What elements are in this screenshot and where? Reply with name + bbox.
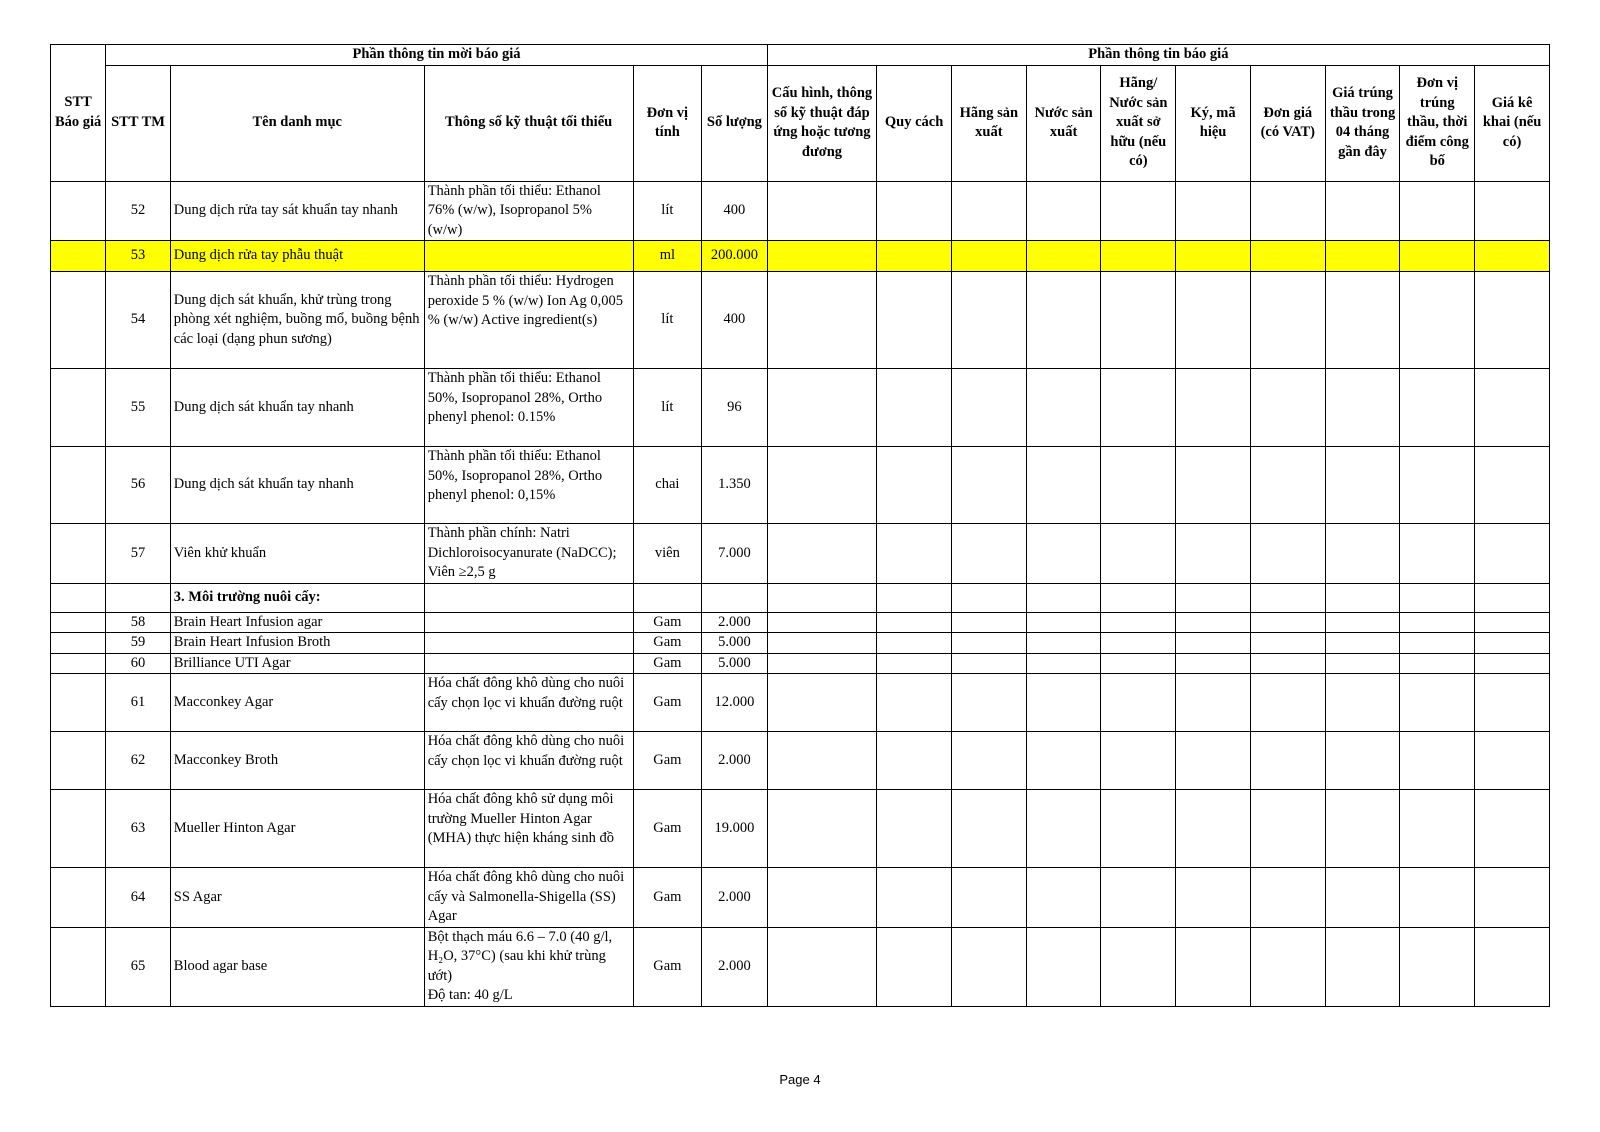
cell-stt-tm: 57 xyxy=(106,524,171,584)
cell-gia-trung-thau[interactable] xyxy=(1325,583,1400,612)
cell-ten-danh-muc: Brain Heart Infusion agar xyxy=(170,612,424,633)
cell-cau-hinh[interactable] xyxy=(767,790,877,868)
cell-stt-bao-gia xyxy=(51,674,106,732)
cell-don-vi-trung-thau[interactable] xyxy=(1400,181,1475,241)
cell-gia-trung-thau[interactable] xyxy=(1325,790,1400,868)
cell-ky-ma-hieu[interactable] xyxy=(1176,241,1251,272)
cell-ten-danh-muc: Dung dịch sát khuẩn, khử trùng trong phòng xét nghiệm, buồng mổ, buồng bệnh các loại (dạng phun sương) xyxy=(170,272,424,369)
col-header-gia-trung-thau: Giá trúng thầu trong 04 tháng gần đây xyxy=(1325,65,1400,181)
cell-stt-tm: 65 xyxy=(106,927,171,1006)
cell-ky-ma-hieu[interactable] xyxy=(1176,927,1251,1006)
cell-stt-bao-gia xyxy=(51,653,106,674)
cell-don-gia[interactable] xyxy=(1250,790,1325,868)
cell-nuoc-san-xuat[interactable] xyxy=(1026,272,1101,369)
cell-nuoc-san-xuat[interactable] xyxy=(1026,674,1101,732)
cell-stt-tm: 52 xyxy=(106,181,171,241)
cell-cau-hinh[interactable] xyxy=(767,524,877,584)
cell-so-luong: 12.000 xyxy=(702,674,768,732)
cell-hang-nuoc-so-huu[interactable] xyxy=(1101,241,1176,272)
cell-stt-tm: 58 xyxy=(106,612,171,633)
cell-gia-trung-thau[interactable] xyxy=(1325,732,1400,790)
table-body xyxy=(51,181,1550,1006)
cell-stt-tm: 59 xyxy=(106,633,171,654)
cell-ten-danh-muc: Dung dịch sát khuẩn tay nhanh xyxy=(170,369,424,447)
cell-gia-ke-khai[interactable] xyxy=(1475,612,1550,633)
cell-quy-cach[interactable] xyxy=(877,583,952,612)
cell-hang-san-xuat[interactable] xyxy=(951,927,1026,1006)
cell-ky-ma-hieu[interactable] xyxy=(1176,612,1251,633)
cell-gia-ke-khai[interactable] xyxy=(1475,790,1550,868)
cell-hang-nuoc-so-huu[interactable] xyxy=(1101,653,1176,674)
quotation-table xyxy=(50,44,1550,1007)
col-header-don-gia: Đơn giá (có VAT) xyxy=(1250,65,1325,181)
cell-hang-nuoc-so-huu[interactable] xyxy=(1101,633,1176,654)
cell-hang-san-xuat[interactable] xyxy=(951,612,1026,633)
cell-don-gia[interactable] xyxy=(1250,612,1325,633)
cell-don-vi-trung-thau[interactable] xyxy=(1400,241,1475,272)
cell-quy-cach[interactable] xyxy=(877,790,952,868)
cell-stt-bao-gia xyxy=(51,612,106,633)
cell-nuoc-san-xuat[interactable] xyxy=(1026,524,1101,584)
cell-gia-ke-khai[interactable] xyxy=(1475,369,1550,447)
cell-quy-cach[interactable] xyxy=(877,447,952,524)
cell-don-vi-trung-thau[interactable] xyxy=(1400,612,1475,633)
cell-ten-danh-muc: Blood agar base xyxy=(170,927,424,1006)
cell-so-luong: 400 xyxy=(702,181,768,241)
cell-stt-bao-gia xyxy=(51,369,106,447)
cell-quy-cach[interactable] xyxy=(877,241,952,272)
cell-don-vi-tinh: Gam xyxy=(633,868,702,928)
cell-don-vi-trung-thau[interactable] xyxy=(1400,732,1475,790)
cell-ten-danh-muc: Dung dịch sát khuẩn tay nhanh xyxy=(170,447,424,524)
cell-cau-hinh[interactable] xyxy=(767,868,877,928)
cell-don-vi-tinh: Gam xyxy=(633,674,702,732)
cell-cau-hinh[interactable] xyxy=(767,732,877,790)
col-header-stt-bao-gia: STT Báo giá xyxy=(51,45,106,182)
col-header-don-vi-tinh: Đơn vị tính xyxy=(633,65,702,181)
cell-hang-san-xuat[interactable] xyxy=(951,369,1026,447)
cell-so-luong: 2.000 xyxy=(702,868,768,928)
cell-don-vi-tinh: lít xyxy=(633,272,702,369)
cell-don-gia[interactable] xyxy=(1250,241,1325,272)
cell-don-gia[interactable] xyxy=(1250,369,1325,447)
cell-cau-hinh[interactable] xyxy=(767,272,877,369)
cell-don-vi-tinh: Gam xyxy=(633,612,702,633)
table-row xyxy=(51,790,1550,868)
cell-gia-ke-khai[interactable] xyxy=(1475,241,1550,272)
cell-don-vi-tinh: Gam xyxy=(633,653,702,674)
cell-don-vi-tinh: ml xyxy=(633,241,702,272)
cell-don-vi-tinh: Gam xyxy=(633,927,702,1006)
table-row xyxy=(51,653,1550,674)
cell-quy-cach[interactable] xyxy=(877,369,952,447)
col-header-hang-san-xuat: Hãng sản xuất xyxy=(951,65,1026,181)
cell-cau-hinh[interactable] xyxy=(767,181,877,241)
cell-gia-trung-thau[interactable] xyxy=(1325,181,1400,241)
cell-gia-trung-thau[interactable] xyxy=(1325,927,1400,1006)
cell-hang-san-xuat[interactable] xyxy=(951,241,1026,272)
cell-don-vi-tinh: viên xyxy=(633,524,702,584)
cell-don-gia[interactable] xyxy=(1250,272,1325,369)
cell-ky-ma-hieu[interactable] xyxy=(1176,369,1251,447)
cell-nuoc-san-xuat[interactable] xyxy=(1026,447,1101,524)
cell-don-vi-trung-thau[interactable] xyxy=(1400,674,1475,732)
cell-thong-so: Thành phần tối thiểu: Ethanol 50%, Isopropanol 28%, Ortho phenyl phenol: 0,15% xyxy=(424,447,633,524)
cell-thong-so: Thành phần tối thiểu: Hydrogen peroxide 5 % (w/w) Ion Ag 0,005 % (w/w) Active ingredient(s) xyxy=(424,272,633,369)
cell-gia-ke-khai[interactable] xyxy=(1475,653,1550,674)
col-header-ten-danh-muc: Tên danh mục xyxy=(170,65,424,181)
cell-ky-ma-hieu[interactable] xyxy=(1176,181,1251,241)
table-row xyxy=(51,272,1550,369)
cell-so-luong: 7.000 xyxy=(702,524,768,584)
cell-stt-tm: 60 xyxy=(106,653,171,674)
group-header-bao-gia: Phần thông tin báo giá xyxy=(767,45,1549,66)
cell-hang-san-xuat[interactable] xyxy=(951,674,1026,732)
cell-stt-bao-gia xyxy=(51,524,106,584)
table-row xyxy=(51,241,1550,272)
page-number: Page 4 xyxy=(779,1072,821,1087)
cell-hang-san-xuat[interactable] xyxy=(951,732,1026,790)
cell-thong-so xyxy=(424,653,633,674)
cell-don-gia[interactable] xyxy=(1250,447,1325,524)
cell-hang-nuoc-so-huu[interactable] xyxy=(1101,612,1176,633)
cell-ten-danh-muc: Macconkey Agar xyxy=(170,674,424,732)
cell-hang-san-xuat[interactable] xyxy=(951,868,1026,928)
cell-ky-ma-hieu[interactable] xyxy=(1176,868,1251,928)
cell-hang-san-xuat[interactable] xyxy=(951,181,1026,241)
cell-gia-trung-thau[interactable] xyxy=(1325,612,1400,633)
cell-quy-cach[interactable] xyxy=(877,633,952,654)
cell-gia-ke-khai[interactable] xyxy=(1475,732,1550,790)
cell-gia-ke-khai[interactable] xyxy=(1475,674,1550,732)
col-header-nuoc-san-xuat: Nước sản xuất xyxy=(1026,65,1101,181)
cell-don-vi-tinh: Gam xyxy=(633,790,702,868)
cell-quy-cach[interactable] xyxy=(877,653,952,674)
table-row xyxy=(51,868,1550,928)
cell-so-luong: 5.000 xyxy=(702,653,768,674)
cell-stt-tm: 54 xyxy=(106,272,171,369)
cell-don-vi-trung-thau[interactable] xyxy=(1400,790,1475,868)
table-row xyxy=(51,674,1550,732)
col-header-stt-tm: STT TM xyxy=(106,65,171,181)
cell-don-vi-trung-thau[interactable] xyxy=(1400,369,1475,447)
cell-don-gia[interactable] xyxy=(1250,524,1325,584)
cell-hang-nuoc-so-huu[interactable] xyxy=(1101,732,1176,790)
group-header-moi-bao-gia: Phần thông tin mời báo giá xyxy=(106,45,767,66)
cell-ten-danh-muc: Mueller Hinton Agar xyxy=(170,790,424,868)
cell-stt-bao-gia xyxy=(51,241,106,272)
cell-nuoc-san-xuat[interactable] xyxy=(1026,790,1101,868)
cell-stt-tm xyxy=(106,583,171,612)
cell-so-luong: 1.350 xyxy=(702,447,768,524)
cell-hang-san-xuat[interactable] xyxy=(951,447,1026,524)
cell-thong-so: Hóa chất đông khô sử dụng môi trường Mueller Hinton Agar (MHA) thực hiện kháng sinh đồ xyxy=(424,790,633,868)
cell-don-gia[interactable] xyxy=(1250,732,1325,790)
cell-thong-so: Hóa chất đông khô dùng cho nuôi cấy chọn lọc vi khuẩn đường ruột xyxy=(424,732,633,790)
cell-don-vi-tinh xyxy=(633,583,702,612)
cell-hang-nuoc-so-huu[interactable] xyxy=(1101,524,1176,584)
table-row xyxy=(51,369,1550,447)
cell-gia-trung-thau[interactable] xyxy=(1325,524,1400,584)
cell-quy-cach[interactable] xyxy=(877,612,952,633)
cell-nuoc-san-xuat[interactable] xyxy=(1026,181,1101,241)
cell-stt-bao-gia xyxy=(51,181,106,241)
cell-ky-ma-hieu[interactable] xyxy=(1176,633,1251,654)
cell-ten-danh-muc: Brilliance UTI Agar xyxy=(170,653,424,674)
cell-stt-bao-gia xyxy=(51,790,106,868)
cell-so-luong: 5.000 xyxy=(702,633,768,654)
cell-ky-ma-hieu[interactable] xyxy=(1176,732,1251,790)
cell-cau-hinh[interactable] xyxy=(767,369,877,447)
cell-hang-nuoc-so-huu[interactable] xyxy=(1101,583,1176,612)
cell-gia-trung-thau[interactable] xyxy=(1325,653,1400,674)
cell-nuoc-san-xuat[interactable] xyxy=(1026,633,1101,654)
cell-thong-so: Thành phần tối thiểu: Ethanol 76% (w/w), Isopropanol 5% (w/w) xyxy=(424,181,633,241)
cell-gia-ke-khai[interactable] xyxy=(1475,927,1550,1006)
cell-stt-tm: 61 xyxy=(106,674,171,732)
col-header-so-luong: Số lượng xyxy=(702,65,768,181)
cell-don-vi-tinh: chai xyxy=(633,447,702,524)
cell-ky-ma-hieu[interactable] xyxy=(1176,447,1251,524)
cell-thong-so xyxy=(424,633,633,654)
cell-gia-ke-khai[interactable] xyxy=(1475,447,1550,524)
cell-stt-bao-gia xyxy=(51,732,106,790)
cell-don-gia[interactable] xyxy=(1250,674,1325,732)
cell-cau-hinh[interactable] xyxy=(767,633,877,654)
col-header-ky-ma-hieu: Ký, mã hiệu xyxy=(1176,65,1251,181)
cell-stt-bao-gia xyxy=(51,868,106,928)
cell-nuoc-san-xuat[interactable] xyxy=(1026,868,1101,928)
cell-hang-san-xuat[interactable] xyxy=(951,272,1026,369)
cell-ten-danh-muc: Brain Heart Infusion Broth xyxy=(170,633,424,654)
table-row xyxy=(51,633,1550,654)
cell-don-vi-trung-thau[interactable] xyxy=(1400,927,1475,1006)
cell-quy-cach[interactable] xyxy=(877,272,952,369)
cell-so-luong: 2.000 xyxy=(702,612,768,633)
cell-stt-tm: 53 xyxy=(106,241,171,272)
cell-cau-hinh[interactable] xyxy=(767,241,877,272)
cell-don-gia[interactable] xyxy=(1250,583,1325,612)
cell-hang-nuoc-so-huu[interactable] xyxy=(1101,868,1176,928)
cell-cau-hinh[interactable] xyxy=(767,653,877,674)
cell-thong-so: Bột thạch máu 6.6 – 7.0 (40 g/l, H₂O, 37°C) (sau khi khử trùng ướt) Độ tan: 40 g/L xyxy=(424,927,633,1006)
cell-hang-nuoc-so-huu[interactable] xyxy=(1101,674,1176,732)
cell-gia-trung-thau[interactable] xyxy=(1325,868,1400,928)
cell-gia-trung-thau[interactable] xyxy=(1325,447,1400,524)
cell-nuoc-san-xuat[interactable] xyxy=(1026,241,1101,272)
cell-ky-ma-hieu[interactable] xyxy=(1176,653,1251,674)
cell-stt-tm: 64 xyxy=(106,868,171,928)
cell-ten-danh-muc: Viên khử khuẩn xyxy=(170,524,424,584)
cell-so-luong: 400 xyxy=(702,272,768,369)
cell-ten-danh-muc: Dung dịch rửa tay phẫu thuật xyxy=(170,241,424,272)
cell-don-gia[interactable] xyxy=(1250,653,1325,674)
cell-stt-tm: 63 xyxy=(106,790,171,868)
cell-thong-so xyxy=(424,241,633,272)
col-header-gia-ke-khai: Giá kê khai (nếu có) xyxy=(1475,65,1550,181)
cell-nuoc-san-xuat[interactable] xyxy=(1026,612,1101,633)
cell-hang-nuoc-so-huu[interactable] xyxy=(1101,272,1176,369)
cell-gia-trung-thau[interactable] xyxy=(1325,633,1400,654)
cell-hang-nuoc-so-huu[interactable] xyxy=(1101,369,1176,447)
cell-don-gia[interactable] xyxy=(1250,633,1325,654)
cell-quy-cach[interactable] xyxy=(877,868,952,928)
cell-ky-ma-hieu[interactable] xyxy=(1176,272,1251,369)
cell-gia-trung-thau[interactable] xyxy=(1325,272,1400,369)
cell-hang-san-xuat[interactable] xyxy=(951,583,1026,612)
cell-hang-nuoc-so-huu[interactable] xyxy=(1101,790,1176,868)
cell-stt-bao-gia xyxy=(51,583,106,612)
cell-gia-trung-thau[interactable] xyxy=(1325,369,1400,447)
cell-so-luong: 200.000 xyxy=(702,241,768,272)
cell-nuoc-san-xuat[interactable] xyxy=(1026,369,1101,447)
cell-don-vi-tinh: Gam xyxy=(633,732,702,790)
cell-thong-so: Hóa chất đông khô dùng cho nuôi cấy và Salmonella-Shigella (SS) Agar xyxy=(424,868,633,928)
cell-don-gia[interactable] xyxy=(1250,181,1325,241)
cell-hang-san-xuat[interactable] xyxy=(951,633,1026,654)
cell-stt-bao-gia xyxy=(51,272,106,369)
cell-so-luong: 19.000 xyxy=(702,790,768,868)
cell-gia-ke-khai[interactable] xyxy=(1475,524,1550,584)
cell-don-vi-trung-thau[interactable] xyxy=(1400,524,1475,584)
cell-hang-san-xuat[interactable] xyxy=(951,653,1026,674)
cell-don-vi-trung-thau[interactable] xyxy=(1400,653,1475,674)
cell-quy-cach[interactable] xyxy=(877,927,952,1006)
cell-cau-hinh[interactable] xyxy=(767,927,877,1006)
cell-cau-hinh[interactable] xyxy=(767,583,877,612)
cell-gia-ke-khai[interactable] xyxy=(1475,868,1550,928)
cell-don-vi-tinh: lít xyxy=(633,369,702,447)
table-row xyxy=(51,927,1550,1006)
cell-hang-nuoc-so-huu[interactable] xyxy=(1101,447,1176,524)
cell-quy-cach[interactable] xyxy=(877,524,952,584)
cell-ky-ma-hieu[interactable] xyxy=(1176,524,1251,584)
table-row xyxy=(51,447,1550,524)
cell-don-vi-trung-thau[interactable] xyxy=(1400,272,1475,369)
cell-ten-danh-muc: 3. Môi trường nuôi cấy: xyxy=(170,583,424,612)
col-header-don-vi-trung-thau: Đơn vị trúng thầu, thời điểm công bố xyxy=(1400,65,1475,181)
cell-nuoc-san-xuat[interactable] xyxy=(1026,583,1101,612)
cell-ten-danh-muc: Macconkey Broth xyxy=(170,732,424,790)
cell-quy-cach[interactable] xyxy=(877,732,952,790)
cell-don-gia[interactable] xyxy=(1250,927,1325,1006)
cell-hang-san-xuat[interactable] xyxy=(951,790,1026,868)
cell-thong-so xyxy=(424,583,633,612)
cell-don-vi-trung-thau[interactable] xyxy=(1400,583,1475,612)
cell-so-luong: 2.000 xyxy=(702,732,768,790)
cell-hang-nuoc-so-huu[interactable] xyxy=(1101,927,1176,1006)
cell-cau-hinh[interactable] xyxy=(767,447,877,524)
cell-don-vi-trung-thau[interactable] xyxy=(1400,633,1475,654)
cell-ten-danh-muc: Dung dịch rửa tay sát khuẩn tay nhanh xyxy=(170,181,424,241)
cell-don-gia[interactable] xyxy=(1250,868,1325,928)
cell-stt-tm: 56 xyxy=(106,447,171,524)
cell-cau-hinh[interactable] xyxy=(767,674,877,732)
cell-thong-so: Thành phần chính: Natri Dichloroisocyanurate (NaDCC); Viên ≥2,5 g xyxy=(424,524,633,584)
table-row xyxy=(51,732,1550,790)
cell-quy-cach[interactable] xyxy=(877,674,952,732)
cell-nuoc-san-xuat[interactable] xyxy=(1026,927,1101,1006)
cell-gia-ke-khai[interactable] xyxy=(1475,272,1550,369)
cell-gia-ke-khai[interactable] xyxy=(1475,583,1550,612)
cell-thong-so: Thành phần tối thiểu: Ethanol 50%, Isopropanol 28%, Ortho phenyl phenol: 0.15% xyxy=(424,369,633,447)
cell-hang-nuoc-so-huu[interactable] xyxy=(1101,181,1176,241)
cell-don-vi-trung-thau[interactable] xyxy=(1400,447,1475,524)
cell-ky-ma-hieu[interactable] xyxy=(1176,583,1251,612)
cell-ten-danh-muc: SS Agar xyxy=(170,868,424,928)
cell-ky-ma-hieu[interactable] xyxy=(1176,674,1251,732)
cell-gia-trung-thau[interactable] xyxy=(1325,241,1400,272)
table-row xyxy=(51,524,1550,584)
cell-don-vi-tinh: lít xyxy=(633,181,702,241)
cell-thong-so: Hóa chất đông khô dùng cho nuôi cấy chọn lọc vi khuẩn đường ruột xyxy=(424,674,633,732)
cell-don-vi-trung-thau[interactable] xyxy=(1400,868,1475,928)
cell-nuoc-san-xuat[interactable] xyxy=(1026,732,1101,790)
cell-stt-bao-gia xyxy=(51,447,106,524)
cell-stt-bao-gia xyxy=(51,633,106,654)
cell-don-vi-tinh: Gam xyxy=(633,633,702,654)
cell-so-luong xyxy=(702,583,768,612)
cell-thong-so xyxy=(424,612,633,633)
cell-gia-trung-thau[interactable] xyxy=(1325,674,1400,732)
cell-gia-ke-khai[interactable] xyxy=(1475,633,1550,654)
col-header-cau-hinh: Cấu hình, thông số kỹ thuật đáp ứng hoặc tương đương xyxy=(767,65,877,181)
cell-stt-tm: 55 xyxy=(106,369,171,447)
cell-so-luong: 2.000 xyxy=(702,927,768,1006)
cell-gia-ke-khai[interactable] xyxy=(1475,181,1550,241)
table-row xyxy=(51,612,1550,633)
cell-so-luong: 96 xyxy=(702,369,768,447)
cell-cau-hinh[interactable] xyxy=(767,612,877,633)
col-header-quy-cach: Quy cách xyxy=(877,65,952,181)
cell-nuoc-san-xuat[interactable] xyxy=(1026,653,1101,674)
cell-ky-ma-hieu[interactable] xyxy=(1176,790,1251,868)
table-row xyxy=(51,583,1550,612)
cell-hang-san-xuat[interactable] xyxy=(951,524,1026,584)
cell-quy-cach[interactable] xyxy=(877,181,952,241)
col-header-thong-so: Thông số kỹ thuật tối thiểu xyxy=(424,65,633,181)
col-header-hang-nuoc-so-huu: Hãng/ Nước sản xuất sở hữu (nếu có) xyxy=(1101,65,1176,181)
cell-stt-tm: 62 xyxy=(106,732,171,790)
cell-stt-bao-gia xyxy=(51,927,106,1006)
table-row xyxy=(51,181,1550,241)
